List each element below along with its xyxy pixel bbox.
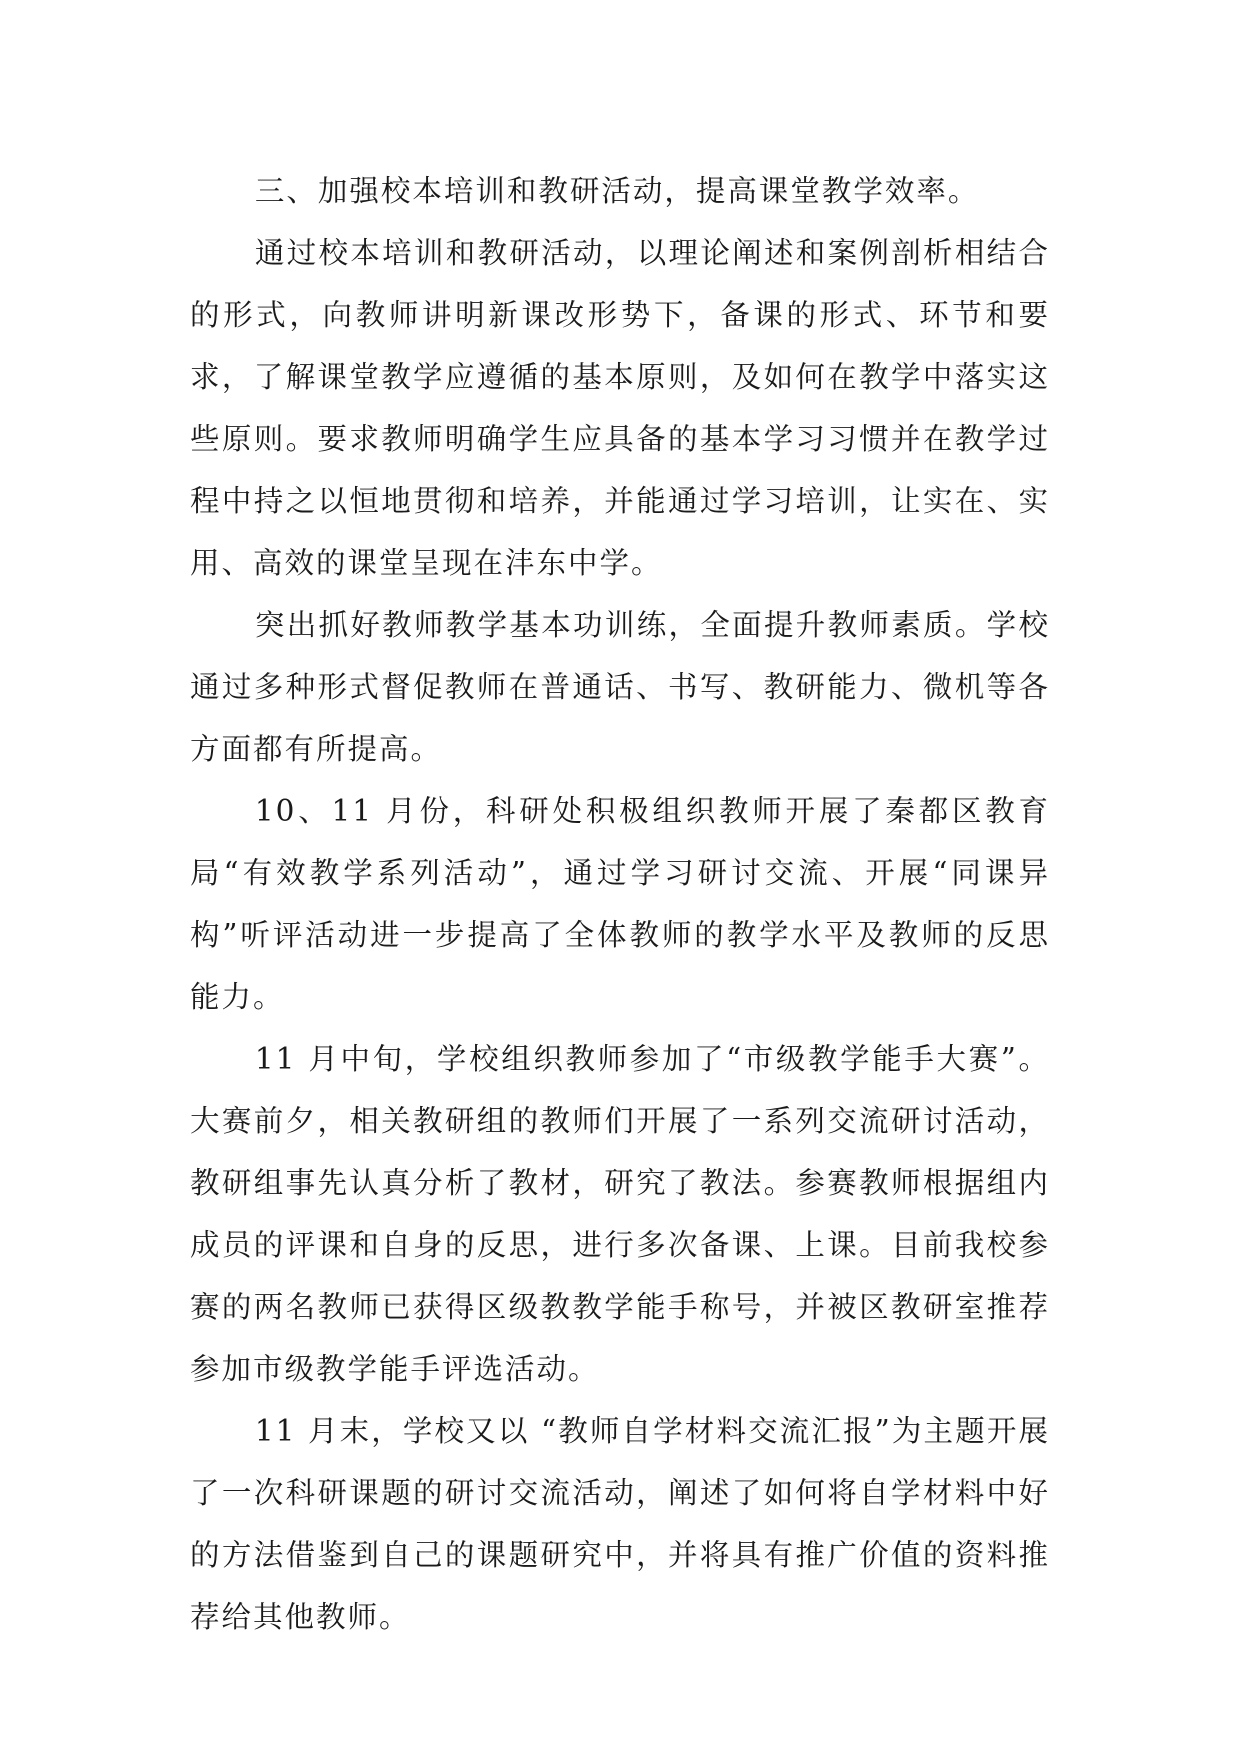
paragraph: 11 月末，学校又以 “教师自学材料交流汇报”为主题开展了一次科研课题的研讨交流活动，阐述了如何将自学材料中好的方法借鉴到自己的课题研究中，并将具有推广价值的资料推荐给其他教师。 [190,1414,1050,1634]
document-body [190,160,1050,1648]
paragraph: 通过校本培训和教研活动，以理论阐述和案例剖析相结合的形式，向教师讲明新课改形势下，备课的形式、环节和要求，了解课堂教学应遵循的基本原则，及如何在教学中落实这些原则。要求教师明确学生应具备的基本学习习惯并在教学过程中持之以恒地贯彻和培养，并能通过学习培训，让实在、实用、高效的课堂呈现在沣东中学。 [190,236,1050,580]
paragraph: 11 月中旬，学校组织教师参加了“市级教学能手大赛”。大赛前夕，相关教研组的教师们开展了一系列交流研讨活动，教研组事先认真分析了教材，研究了教法。参赛教师根据组内成员的评课和自身的反思，进行多次备课、上课。目前我校参赛的两名教师已获得区级教教学能手称号，并被区教研室推荐参加市级教学能手评选活动。 [190,1042,1050,1386]
paragraph: 突出抓好教师教学基本功训练，全面提升教师素质。学校通过多种形式督促教师在普通话、书写、教研能力、微机等各方面都有所提高。 [190,608,1050,766]
section-heading: 三、加强校本培训和教研活动，提高课堂教学效率。 [254,174,980,208]
paragraph: 10、11 月份，科研处积极组织教师开展了秦都区教育局“有效教学系列活动”，通过学习研讨交流、开展“同课异构”听评活动进一步提高了全体教师的教学水平及教师的反思能力。 [190,794,1050,1014]
